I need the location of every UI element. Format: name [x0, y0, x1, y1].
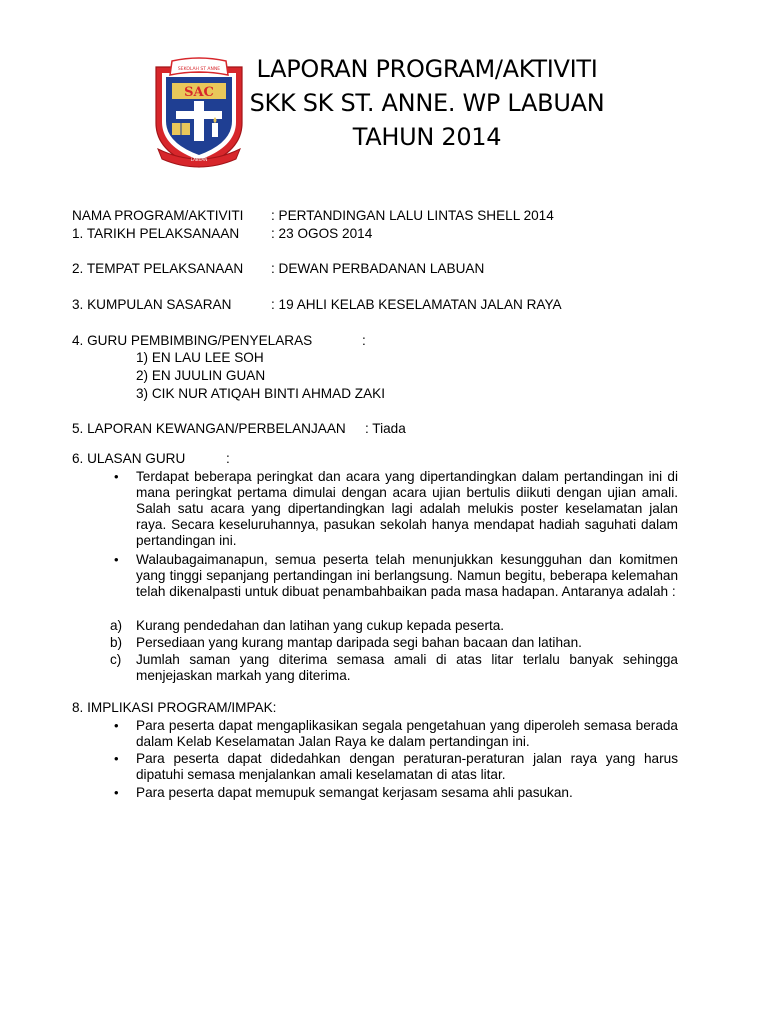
bullet-icon: •: [114, 718, 119, 733]
field-tempat: [72, 261, 485, 277]
section-heading-label: 6. ULASAN GURU: [72, 451, 186, 466]
field-value: : Tiada: [365, 421, 406, 436]
svg-text:SEKOLAH ST ANNE: SEKOLAH ST ANNE: [177, 67, 221, 72]
document-title: [232, 52, 622, 154]
list-marker: a): [110, 618, 123, 633]
field-label: NAMA PROGRAM/AKTIVITI: [72, 208, 244, 223]
bullet-icon: •: [114, 469, 119, 484]
list-marker: b): [110, 635, 123, 650]
ulasan-item: Persediaan yang kurang mantap daripada segi bahan bacaan dan latihan.: [136, 635, 582, 650]
field-kewangan: [72, 421, 406, 437]
title-line-3: TAHUN 2014: [352, 123, 502, 151]
field-value: : 23 OGOS 2014: [271, 226, 373, 241]
ulasan-item: Kurang pendedahan dan latihan yang cukup kepada peserta.: [136, 618, 505, 633]
bullet-icon: •: [114, 751, 119, 766]
ulasan-bullet-1: Terdapat beberapa peringkat dan acara yang dipertandingkan dalam pertandingan ini di mana peringkat pertama dimulai dengan acara ujian bertulis diikuti dengan ujian amali. Salah satu acara yang dipertandingkan lagi adalah melukis poster keselamatan jalan raya. Secara keseluruhannya, pasukan sekolah hanya mendapat hadiah saguhati dalam pertandingan ini.: [136, 469, 678, 548]
bullet-icon: •: [114, 552, 119, 567]
field-label: 5. LAPORAN KEWANGAN/PERBELANJAAN: [72, 421, 346, 436]
field-kumpulan: [72, 297, 562, 313]
ulasan-bullet-2: Walaubagaimanapun, semua peserta telah menunjukkan kesungguhan dan komitmen yang tinggi sepanjang pertandingan ini berlangsung. Namun begitu, beberapa kelemahan telah dikenalpasti untuk dibuat penambahbaikan pada masa hadapan. Antaranya adalah :: [136, 552, 678, 599]
title-line-1: LAPORAN PROGRAM/AKTIVITI: [256, 55, 598, 83]
field-label: 4. GURU PEMBIMBING/PENYELARAS: [72, 333, 313, 348]
field-guru: [72, 333, 366, 349]
field-value: : PERTANDINGAN LALU LINTAS SHELL 2014: [271, 208, 554, 223]
title-line-2: SKK SK ST. ANNE. WP LABUAN: [249, 89, 605, 117]
field-label: 2. TEMPAT PELAKSANAAN: [72, 261, 244, 276]
implikasi-bullet: Para peserta dapat memupuk semangat kerjasam sesama ahli pasukan.: [136, 785, 573, 800]
bullet-icon: •: [114, 785, 119, 800]
ulasan-item: Jumlah saman yang diterima semasa amali di atas litar terlalu banyak sehingga menjejaskan markah yang diterima.: [136, 652, 678, 683]
guru-list-item: 2) EN JUULIN GUAN: [136, 368, 266, 383]
section-heading-colon: :: [226, 451, 230, 466]
implikasi-bullet: Para peserta dapat didedahkan dengan peraturan-peraturan jalan raya yang harus dipatuhi semasa menjalankan amali keselamatan di atas litar.: [136, 751, 678, 782]
section-ulasan-heading: [72, 451, 230, 467]
field-label: 1. TARIKH PELAKSANAAN: [72, 226, 240, 241]
field-colon: :: [362, 333, 366, 348]
field-nama-program: [72, 208, 554, 224]
field-value: : 19 AHLI KELAB KESELAMATAN JALAN RAYA: [271, 297, 562, 312]
field-label: 3. KUMPULAN SASARAN: [72, 297, 232, 312]
guru-list-item: 3) CIK NUR ATIQAH BINTI AHMAD ZAKI: [136, 386, 386, 401]
guru-list-item: 1) EN LAU LEE SOH: [136, 350, 264, 365]
implikasi-bullet: Para peserta dapat mengaplikasikan segala pengetahuan yang diperoleh semasa berada dalam Kelab Keselamatan Jalan Raya ke dalam pertandingan ini.: [136, 718, 678, 749]
svg-text:SAC: SAC: [184, 85, 214, 100]
list-marker: c): [110, 652, 122, 667]
section-implikasi-heading: 8. IMPLIKASI PROGRAM/IMPAK:: [72, 700, 277, 715]
svg-text:LABUAN: LABUAN: [190, 157, 208, 162]
field-tarikh: [72, 226, 373, 242]
field-value: : DEWAN PERBADANAN LABUAN: [271, 261, 485, 276]
